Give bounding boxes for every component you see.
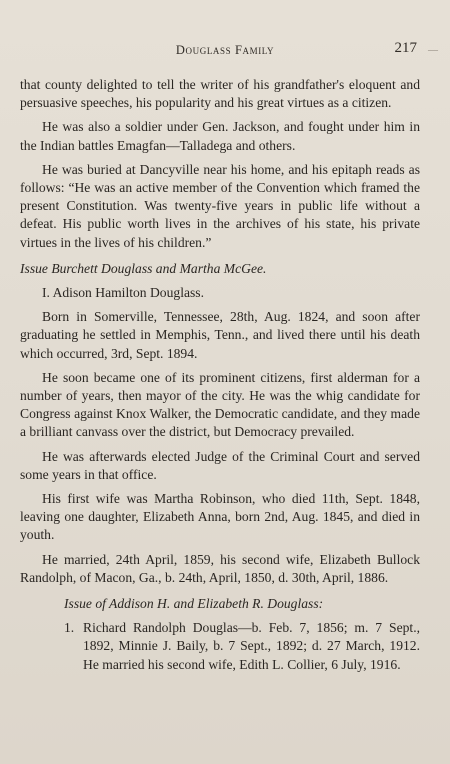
paragraph-judge: He was afterwards elected Judge of the Criminal Court and served some years in that office. xyxy=(20,448,420,482)
paragraph-birth: Born in Somerville, Tennessee, 28th, Aug. 1824, and soon after graduating he settled in Memphis, Tenn., and lived there until his death which occurred, 3rd, Sept. 1894. xyxy=(20,309,420,361)
list-item xyxy=(20,619,420,674)
paragraph-soldier: He was also a soldier under Gen. Jackson, and fought under him in the Indian battles Emagfan—Talladega and others. xyxy=(20,119,420,153)
page-body xyxy=(20,76,420,674)
paragraph-epitaph: He was buried at Dancyville near his home, and his epitaph reads as follows: “He was an active member of the Convention which framed the present Constitution. Was twenty-five years in public life without a defeat. His public worth lives in the archives of his state, his private virtues in the lives of his children.” xyxy=(20,161,420,250)
paragraph-second-wife: He married, 24th April, 1859, his second wife, Elizabeth Bullock Randolph, of Macon, Ga., b. 24th, April, 1850, d. 30th, April, 1886. xyxy=(20,551,420,585)
running-title: Douglass Family xyxy=(175,43,275,57)
paragraph-first-wife: His first wife was Martha Robinson, who died 11th, Sept. 1848, leaving one daughter, Elizabeth Anna, born 2nd, Aug. 1845, and died in youth. xyxy=(20,491,420,543)
paragraph-career: He soon became one of its prominent citizens, first alderman for a number of years, then mayor of the city. He was the whig candidate for Congress against Knox Walker, the Democratic candidate, and they made a brilliant canvass over the district, but Democracy prevailed. xyxy=(20,369,420,440)
list-item-number: 1. xyxy=(64,620,75,636)
entry-title: I. Adison Hamilton Douglass. xyxy=(42,285,204,301)
subsection-heading: Issue of Addison H. and Elizabeth R. Douglass: xyxy=(64,596,324,612)
page-header xyxy=(0,40,450,63)
page-number: 217 xyxy=(394,40,417,56)
section-heading: Issue Burchett Douglass and Martha McGee. xyxy=(20,260,267,276)
corner-mark: — xyxy=(428,45,438,56)
list-item-text: Richard Randolph Douglas—b. Feb. 7, 1856; m. 7 Sept., 1892, Minnie J. Baily, b. 7 Sept., 1892; d. 27 March, 1912. He married his second wife, Edith L. Collier, 6 July, 1916. xyxy=(83,620,420,672)
paragraph-continuation: that county delighted to tell the writer of his grandfather's eloquent and persuasive speeches, his popularity and his great virtues as a citizen. xyxy=(20,77,420,111)
